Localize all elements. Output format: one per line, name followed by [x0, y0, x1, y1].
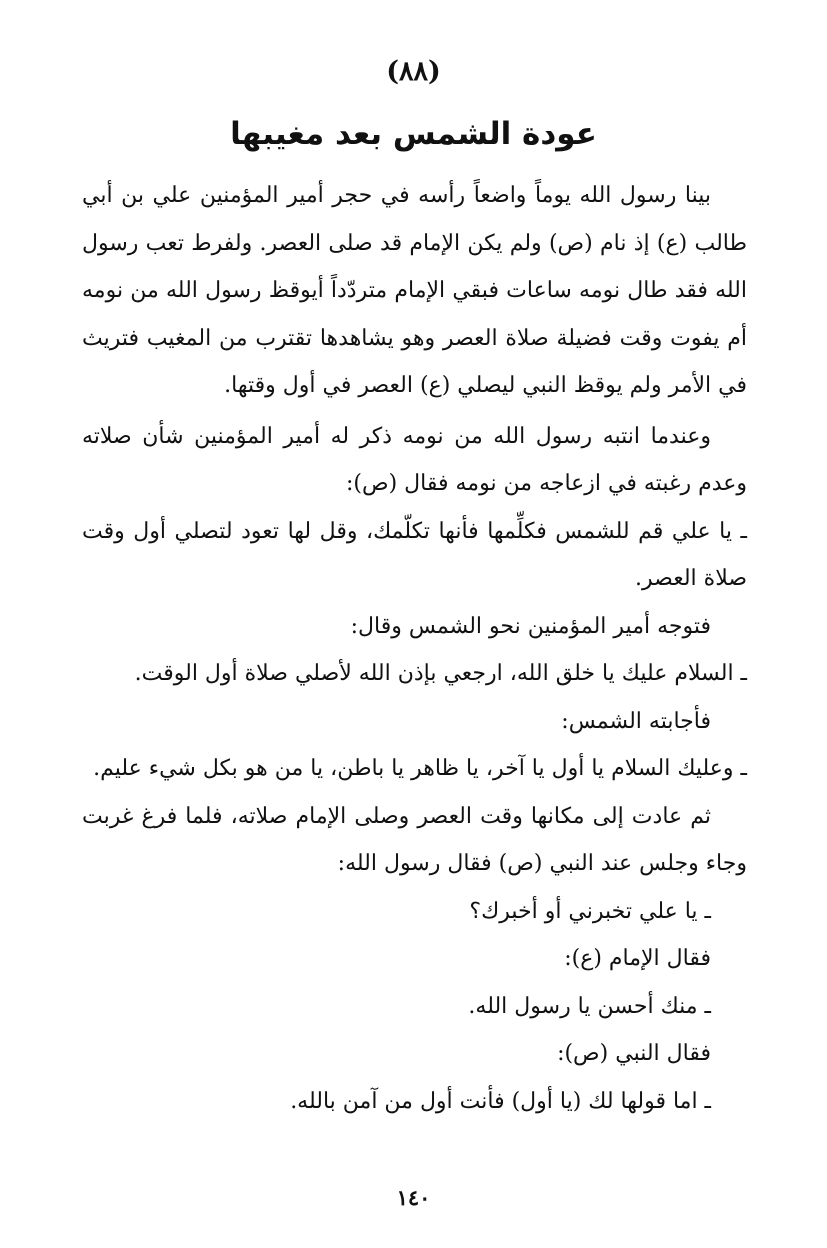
- dialogue-line: ـ اما قولها لك (يا أول) فأنت أول من آمن بالله.: [290, 1088, 711, 1114]
- dialogue-line: ـ السلام عليك يا خلق الله، ارجعي بإذن الله لأصلي صلاة أول الوقت.: [134, 661, 747, 686]
- page-number: ١٤٠: [396, 1185, 431, 1210]
- paragraph-narrative: بينا رسول الله يوماً واضعاً رأسه في حجر أمير المؤمنين علي بن أبي طالب (ع) إذ نام (ص) ولم يكن الإمام قد صلى العصر. ولفرط تعب رسول الله فقد طال نومه ساعات فبقي الإمام متردّداً أيوقظ رسول الله من نومه أم يفوت وقت فضيلة صلاة العصر وهو يشاهدها تقترب من المغيب فتريث في الأمر ولم يوقظ النبي ليصلي (ع) العصر في أول وقتها.: [82, 183, 747, 398]
- paragraph-narrative: ثم عادت إلى مكانها وقت العصر وصلى الإمام صلاته، فلما فرغ غربت وجاء وجلس عند النبي (ص) فقال رسول الله:: [82, 803, 747, 876]
- chapter-title: عودة الشمس بعد مغيبها: [230, 116, 597, 152]
- paragraph-narrative: فقال النبي (ص):: [557, 1041, 711, 1066]
- paragraph-narrative: فقال الإمام (ع):: [564, 946, 711, 971]
- body-text: [82, 172, 747, 1125]
- dialogue-line: ـ يا علي قم للشمس فكلِّمها فأنها تكلّمك، وقل لها تعود لتصلي أول وقت صلاة العصر.: [82, 518, 747, 591]
- paragraph-narrative: فأجابته الشمس:: [561, 708, 711, 734]
- chapter-number: (٨٨): [386, 56, 441, 87]
- paragraph-narrative: وعندما انتبه رسول الله من نومه ذكر له أمير المؤمنين شأن صلاته وعدم رغبته في ازعاجه من نومه فقال (ص):: [82, 423, 747, 496]
- dialogue-line: ـ وعليك السلام يا أول يا آخر، يا ظاهر يا باطن، يا من هو بكل شيء عليم.: [93, 756, 747, 781]
- dialogue-line: ـ منك أحسن يا رسول الله.: [468, 993, 711, 1019]
- dialogue-line: ـ يا علي تخبرني أو أخبرك؟: [469, 898, 711, 924]
- paragraph-narrative: فتوجه أمير المؤمنين نحو الشمس وقال:: [350, 613, 711, 639]
